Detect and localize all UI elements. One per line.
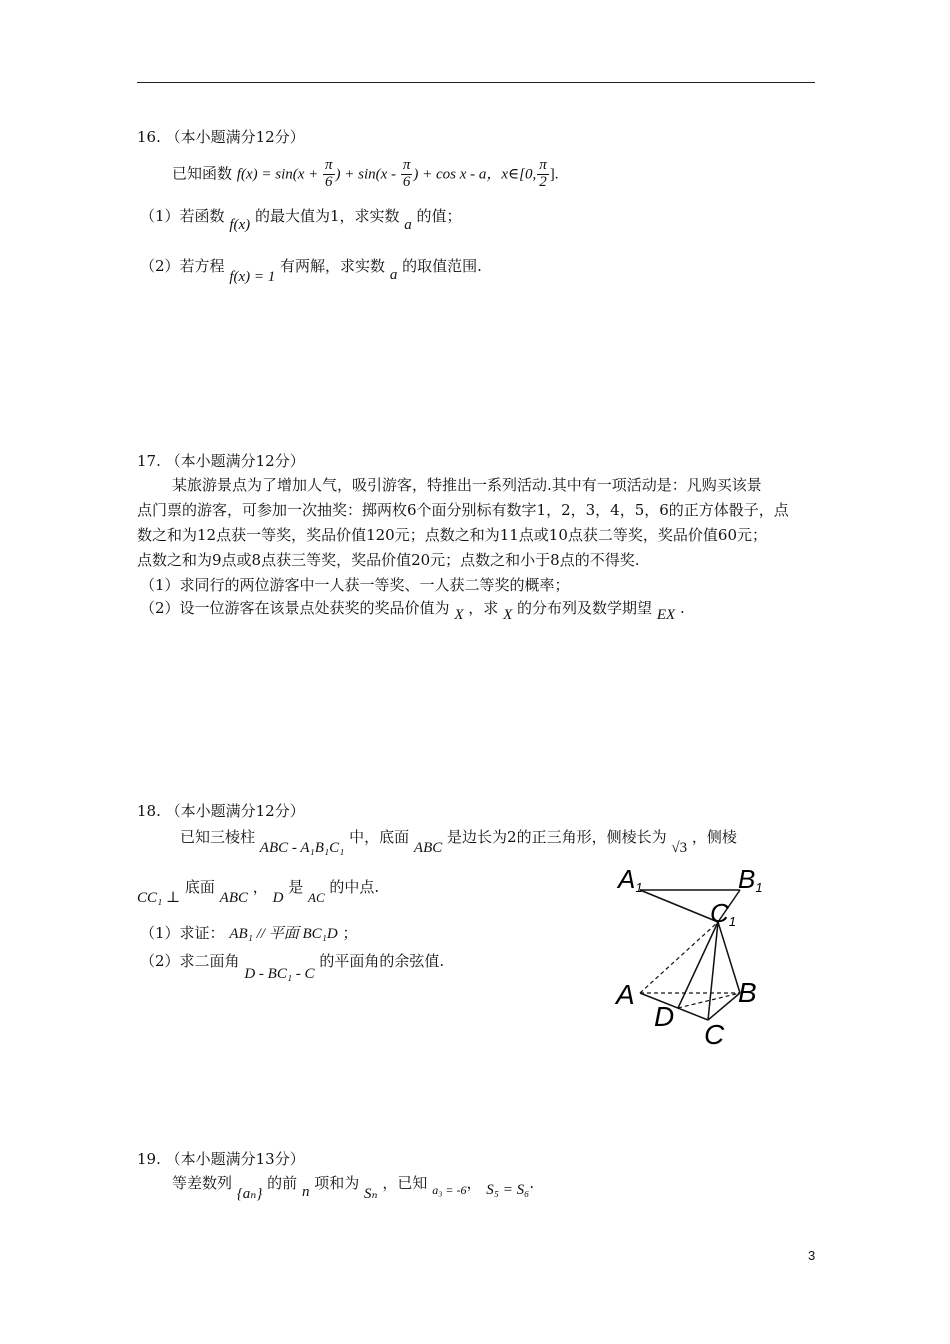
edge-a-c1-dashed [640,922,718,993]
q16-part1 [140,205,462,233]
q18-l2-cc1: CC₁ ⊥ [137,890,181,906]
label-c: C [704,1019,725,1050]
q19-s5-s6: S₅ = S₆ [486,1182,530,1198]
edge-c1-d [678,922,718,1008]
q17-p2-ex: EX [656,607,676,623]
q16-p1-pre: （1）若函数 [140,207,225,225]
q17-p2-mid2: 的分布列及数学期望 [517,599,653,617]
q18-l2-mid: 底面 [184,878,215,896]
q18-l1-sqrt: √3 [671,840,688,856]
q16-p1-fx: f(x) [229,217,251,233]
q17-line2: 点门票的游客，可参加一次抽奖：掷两枚6个面分别标有数字1，2，3，4，5，6的正方体骰子，点 [137,501,789,519]
label-a: A [616,979,635,1010]
q18-l2-ac: AC [308,890,325,905]
q18-l2-abc: ABC [219,890,249,906]
q18-l1-pre: 已知三棱柱 [180,828,256,846]
q18-l1-post: ，侧棱 [691,828,737,846]
q19-post: . [529,1174,535,1192]
q16-part2 [140,255,482,285]
label-a1: A1 [618,864,643,895]
q16-domain-post: ]. [549,166,559,183]
q18-header: 18. （本小题满分12分） [137,802,305,820]
q18-line1 [180,826,737,856]
q16-f-tail: ) + cos x - a [413,166,487,183]
q19-seq: {aₙ} [236,1186,263,1202]
prism-figure [610,860,790,1050]
q18-p2-pre: （2）求二面角 [140,952,240,970]
q16-p2-a: a [389,267,398,283]
q17-p2-mid: ，求 [468,599,499,617]
q19-sn: Sₙ [364,1186,378,1202]
label-d: D [654,1001,675,1032]
q16-p2-eq: f(x) = 1 [229,269,276,285]
q17-header: 17. （本小题满分12分） [137,452,305,470]
q19-mid2: 项和为 [314,1174,360,1192]
q16-frac-pi-6-a: $\frac{\pi}{6}$ [325,157,333,190]
q18-part1 [140,922,357,943]
q19-pre: 等差数列 [172,1174,233,1192]
q17-p2-x1: X [454,607,464,623]
q18-p1-post: ； [342,924,358,942]
edge-a1-c1 [640,890,718,922]
q18-l1-mid: 中，底面 [349,828,410,846]
q16-domain-pre: ，x∈[0, [486,166,537,183]
q19-a3: a₃ = -6 [432,1183,467,1197]
q19-mid3: ，已知 [382,1174,428,1192]
q16-p1-mid: 的最大值为1，求实数 [254,207,400,225]
q19-n: n [301,1184,310,1200]
q19-mid: 的前 [267,1174,298,1192]
q17-p2-x2: X [503,607,513,623]
q17-p2-pre: （2）设一位游客在该景点处获奖的奖品价值为 [140,599,450,617]
q16-p2-mid: 有两解，求实数 [280,257,386,275]
q18-p1-expr: AB₁ // 平面 BC₁D [229,926,338,942]
q16-p1-post: 的值； [416,207,462,225]
label-b1: B1 [738,864,763,895]
q19-line1 [172,1172,535,1202]
q17-p2-post: . [679,599,685,617]
q17-line3: 数之和为12点获一等奖，奖品价值120元；点数之和为11点或10点获二等奖，奖品价值60元； [137,526,767,544]
q18-p2-post: 的平面角的余弦值. [319,952,445,970]
q17-part1: （1）求同行的两位游客中一人获一等奖、一人获二等奖的概率； [140,576,570,594]
q16-p2-pre: （2）若方程 [140,257,225,275]
page-number: 3 [808,1248,816,1263]
edge-c1-b [718,922,740,993]
q19-header: 19. （本小题满分13分） [137,1150,305,1168]
q18-l2-comma: ， [252,878,268,896]
q16-frac-pi-2: $\frac{\pi}{2}$ [539,157,547,190]
q18-l2-d: D [272,890,284,906]
q18-p2-expr: D - BC₁ - C [244,966,315,982]
q18-l2-is: 是 [288,878,304,896]
q16-p2-post: 的取值范围. [402,257,482,275]
q17-part2 [140,597,685,623]
q18-l1-abc: ABC [413,840,443,856]
q17-line1: 某旅游景点为了增加人气，吸引游客，特推出一系列活动.其中有一项活动是：凡购买该景 [172,476,762,494]
q18-l2-post: 的中点. [329,878,380,896]
q16-f-mid: ) + sin(x - [335,166,400,183]
q16-p1-a: a [404,217,412,233]
q16-f-lhs: f(x) = sin(x + [236,166,323,183]
q16-header: 16. （本小题满分12分） [137,128,305,146]
edge-c-b [708,993,740,1020]
q18-l1-prism: ABC - A₁B₁C₁ [259,840,345,856]
q18-l1-mid2: 是边长为2的正三角形，侧棱长为 [447,828,667,846]
q17-line4: 点数之和为9点或8点获三等奖，奖品价值20元；点数之和小于8点的不得奖. [137,551,640,569]
label-b: B [738,977,757,1008]
q16-function-definition [172,158,558,191]
edge-c1-c [708,922,718,1020]
q16-intro: 已知函数 [172,164,233,183]
q18-line2 [137,876,380,906]
q16-frac-pi-6-b: $\frac{\pi}{6}$ [402,157,411,190]
top-rule [137,82,815,83]
label-c1: C1 [710,898,737,929]
q18-part2 [140,950,445,982]
q18-p1-pre: （1）求证： [140,924,225,942]
q19-comma: ， [466,1174,482,1192]
